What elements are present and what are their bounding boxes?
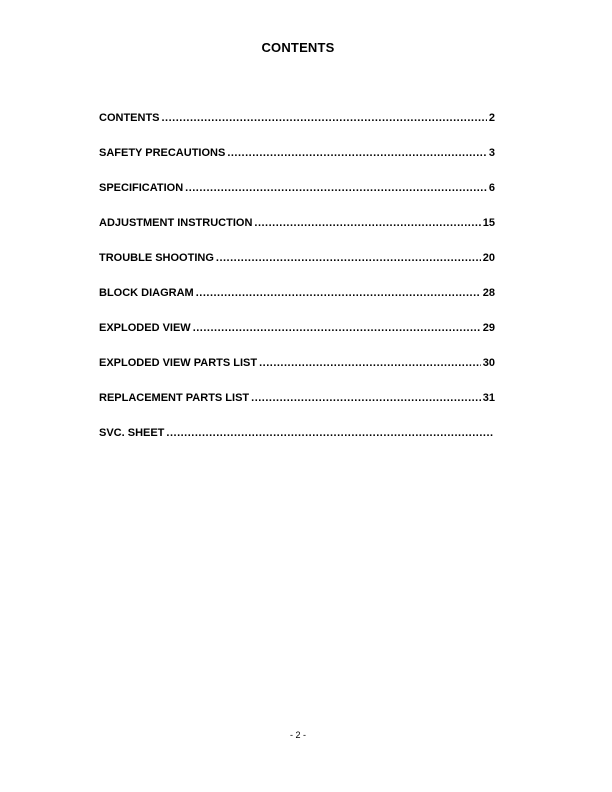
toc-entry-specification[interactable] <box>99 182 495 217</box>
toc-entry-adjustment-instruction[interactable] <box>99 217 495 252</box>
toc-dot-leader <box>216 252 481 264</box>
toc-dot-leader <box>251 392 481 404</box>
toc-entry-title: EXPLODED VIEW <box>99 322 191 334</box>
toc-entry-title: SAFETY PRECAUTIONS <box>99 147 226 159</box>
toc-entry-exploded-view-parts-list[interactable] <box>99 357 495 392</box>
toc-dot-leader <box>193 322 481 334</box>
toc-entry-replacement-parts-list[interactable] <box>99 392 495 427</box>
toc-entry-page: 3 <box>488 147 495 159</box>
toc-dot-leader <box>227 147 487 159</box>
toc-entry-svc-sheet[interactable] <box>99 427 495 462</box>
toc-entry-title: SPECIFICATION <box>99 182 184 194</box>
toc-dot-leader <box>254 217 480 229</box>
toc-entry-block-diagram[interactable] <box>99 287 495 322</box>
toc-dot-leader <box>185 182 487 194</box>
toc-entry-contents[interactable] <box>99 112 495 147</box>
toc-entry-page: 6 <box>488 182 495 194</box>
toc-entry-title: CONTENTS <box>99 112 160 124</box>
toc-entry-title: EXPLODED VIEW PARTS LIST <box>99 357 258 369</box>
toc-entry-page: 2 <box>488 112 495 124</box>
toc-entry-title: SVC. SHEET <box>99 427 165 439</box>
page-title: CONTENTS <box>261 40 335 55</box>
toc-dot-leader <box>259 357 481 369</box>
toc-entry-page: 15 <box>482 217 495 229</box>
toc-entry-trouble-shooting[interactable] <box>99 252 495 287</box>
toc-entry-page: 30 <box>482 357 495 369</box>
toc-entry-page: 20 <box>482 252 495 264</box>
table-of-contents <box>99 112 495 462</box>
toc-entry-safety-precautions[interactable] <box>99 147 495 182</box>
toc-dot-leader <box>162 112 487 124</box>
toc-dot-leader <box>196 287 481 299</box>
toc-entry-title: REPLACEMENT PARTS LIST <box>99 392 250 404</box>
toc-entry-page: 28 <box>482 287 495 299</box>
toc-entry-page: 31 <box>482 392 495 404</box>
page-number: - 2 - <box>289 730 306 740</box>
toc-entry-title: ADJUSTMENT INSTRUCTION <box>99 217 253 229</box>
toc-dot-leader <box>166 427 493 439</box>
toc-entry-page: 29 <box>482 322 495 334</box>
toc-entry-exploded-view[interactable] <box>99 322 495 357</box>
toc-entry-title: TROUBLE SHOOTING <box>99 252 214 264</box>
toc-entry-title: BLOCK DIAGRAM <box>99 287 194 299</box>
